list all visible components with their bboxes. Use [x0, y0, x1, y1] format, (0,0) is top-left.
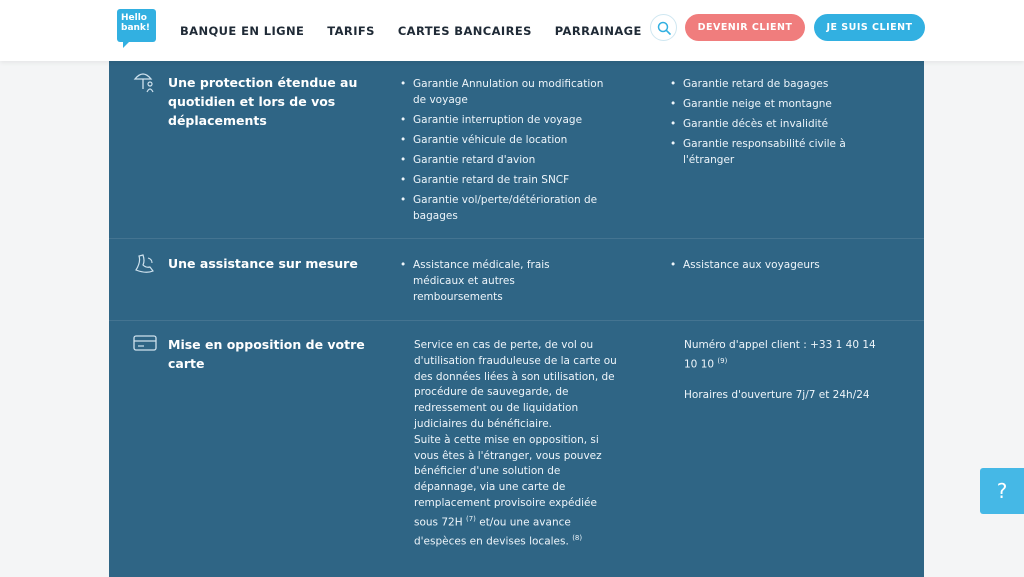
list-item: • Garantie décès et invalidité: [670, 116, 885, 132]
features-panel: [109, 61, 924, 577]
list-item: • Assistance aux voyageurs: [670, 257, 885, 273]
je-suis-client-button[interactable]: JE SUIS CLIENT: [814, 14, 925, 41]
nav-tarifs[interactable]: TARIFS: [327, 24, 375, 38]
protection-row: [109, 61, 924, 239]
opposition-title: Mise en opposition de votre carte: [168, 337, 365, 371]
devenir-client-button[interactable]: DEVENIR CLIENT: [685, 14, 805, 41]
nav-parrainage[interactable]: PARRAINAGE: [554, 24, 642, 38]
help-button[interactable]: ?: [980, 468, 1024, 514]
assistance-row: [109, 239, 924, 321]
list-item: • Garantie Annulation ou modification de voyage: [400, 76, 615, 108]
site-header: [0, 0, 1024, 61]
credit-card-icon: [133, 334, 157, 352]
nav-cartes-bancaires[interactable]: CARTES BANCAIRES: [397, 24, 532, 38]
list-item: • Assistance médicale, frais médicaux et autres remboursements: [400, 257, 575, 305]
list-item: • Garantie neige et montagne: [670, 96, 885, 112]
opening-hours: Horaires d'ouverture 7j/7 et 24h/24: [684, 389, 870, 402]
search-icon: [657, 21, 672, 36]
hello-bank-logo[interactable]: Hello bank!: [117, 9, 156, 42]
phone-hand-icon: [133, 252, 157, 274]
opposition-description: Service en cas de perte, de vol ou d'utilisation frauduleuse de la carte ou des données liées à son utilisation, de procédure de sauvegarde, de redressement ou de liquidation judiciaires du bénéficiaire. Suite à cette mise en opposition, si vous êtes à l'étranger, vous pouvez bénéficier d'une solution de dépannage, via une carte de remplacement provisoire expédiée sous 72H $^{(7)}$ et/ou une avance d'espèces en devises locales. $^{(8)}$: [414, 339, 617, 548]
list-item: • Garantie vol/perte/détérioration de bagages: [400, 192, 615, 224]
list-item: • Garantie retard de bagages: [670, 76, 885, 92]
assistance-title: Une assistance sur mesure: [168, 256, 358, 271]
nav-banque-en-ligne[interactable]: BANQUE EN LIGNE: [180, 24, 305, 38]
list-item: • Garantie véhicule de location: [400, 132, 615, 148]
assistance-list-2: [670, 257, 885, 277]
list-item: • Garantie interruption de voyage: [400, 112, 615, 128]
list-item: • Garantie retard d'avion: [400, 152, 615, 168]
list-item: • Garantie responsabilité civile à l'étranger: [670, 136, 885, 168]
search-button[interactable]: [650, 14, 677, 41]
protection-list-1: [400, 76, 615, 228]
main-nav: [180, 24, 665, 38]
umbrella-person-icon: [133, 69, 157, 93]
assistance-list-1: [400, 257, 575, 309]
list-item: • Garantie retard de train SNCF: [400, 172, 615, 188]
client-phone-number: Numéro d'appel client : +33 1 40 14 10 10 $^{(9)}$: [684, 339, 876, 371]
opposition-contact: [684, 338, 884, 404]
protection-list-2: [670, 76, 885, 172]
opposition-row: [109, 321, 924, 577]
protection-title: Une protection étendue au quotidien et lors de vos déplacements: [168, 75, 358, 128]
